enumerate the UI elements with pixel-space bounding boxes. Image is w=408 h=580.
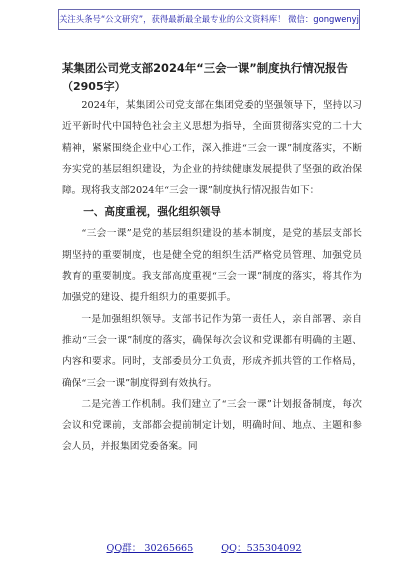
section-heading-1: 一、高度重视，强化组织领导	[83, 206, 221, 219]
document-body	[62, 60, 362, 458]
paragraph-2: 一是加强组织领导。支部书记作为第一责任人，亲自部署、亲自推动“三会一课”制度的落实，确保每次会议和党课都有明确的主题、内容和要求。同时，支部委员分工负责，形成齐抓共管的工作格局，确保“三会一课”制度得到有效执行。	[62, 313, 362, 389]
footer-contacts	[0, 540, 408, 554]
paragraph-1: “三会一课”是党的基层组织建设的基本制度，是党的基层支部长期坚持的重要制度，也是健全党的组织生活严格党员管理、加强党员教育的重要制度。我支部高度重视“三会一课”制度的落实，将其作为加强党的建设、提升组织力的重要抓手。	[62, 228, 362, 304]
document-title: 某集团公司党支部2024年“三会一课”制度执行情况报告	[62, 61, 348, 75]
qq-group-link[interactable]: QQ群： 30265665	[106, 543, 194, 554]
header-banner: 关注头条号“公文研究”，获得最新最全最专业的公文资料库！ 微信：gongwenyj	[58, 9, 360, 30]
word-count: （2905字）	[62, 80, 126, 93]
intro-paragraph: 2024年，某集团公司党支部在集团党委的坚强领导下，坚持以习近平新时代中国特色社会主义思想为指导，全面贯彻落实党的二十大精神，紧紧围绕企业中心工作，深入推进“三会一课”制度落实，不断夯实党的基层组织建设，为企业的持续健康发展提供了坚强的政治保障。现将我支部2024年“三会一课”制度执行情况报告如下：	[62, 100, 362, 197]
paragraph-3: 二是完善工作机制。我们建立了“三会一课”计划报备制度，每次会议和党课前，支部都会提前制定计划，明确时间、地点、主题和参会人员，并报集团党委备案。同	[62, 398, 362, 453]
qq-contact-link[interactable]: QQ：535304092	[221, 543, 302, 554]
